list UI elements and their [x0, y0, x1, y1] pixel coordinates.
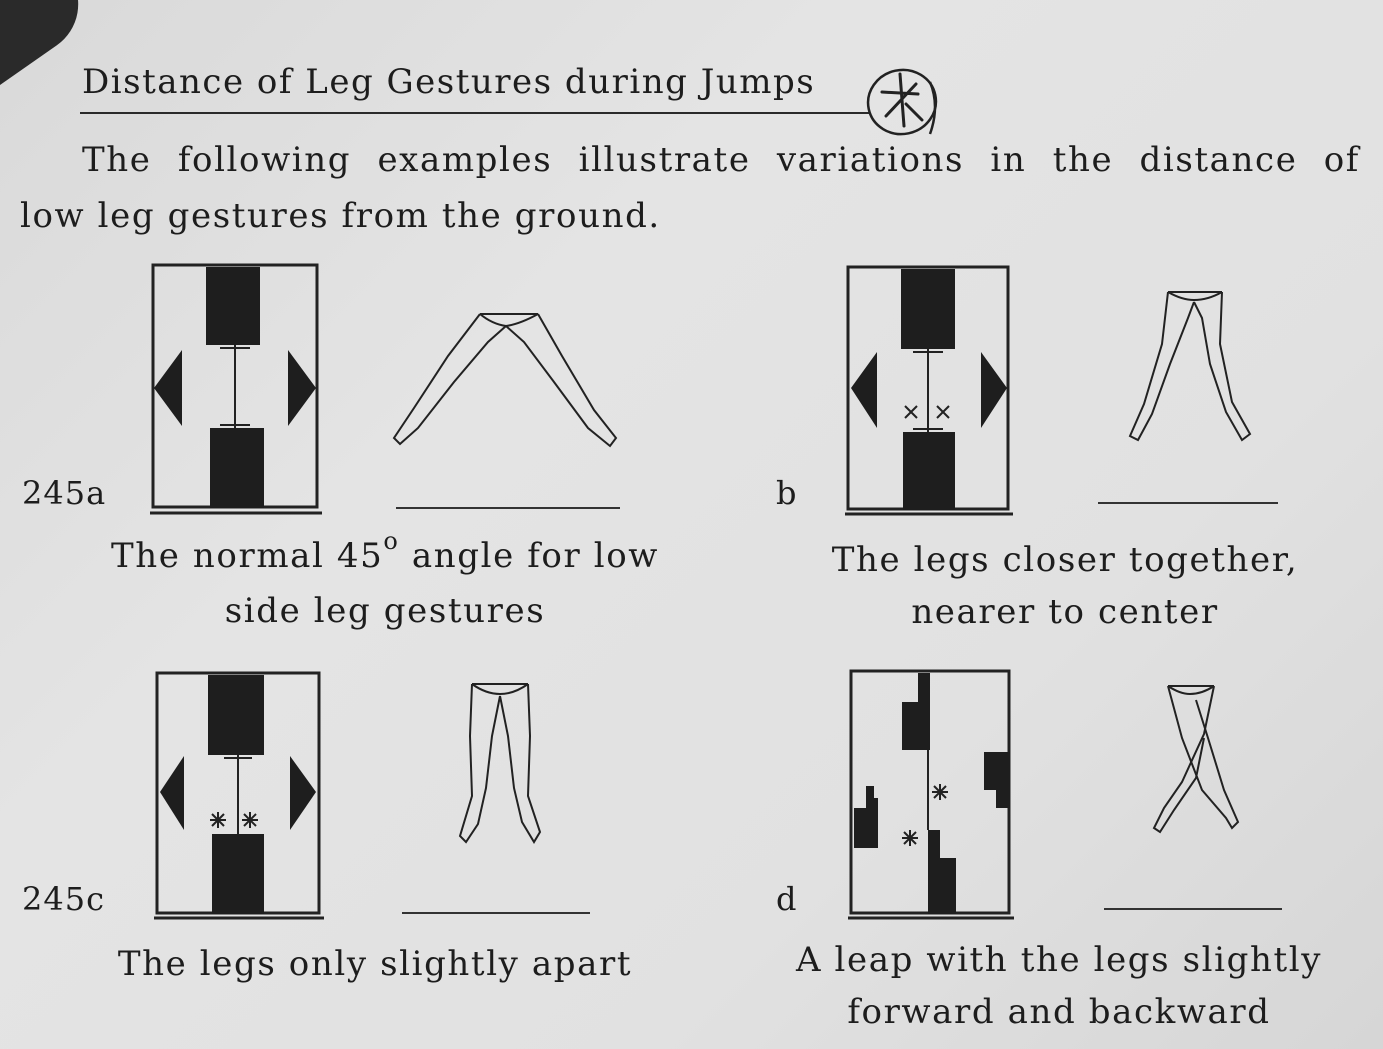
caption-245a-line2: side leg gestures	[224, 591, 546, 631]
legs-figure-245d	[1142, 678, 1246, 836]
staff-245c	[154, 670, 324, 922]
handwritten-star-mark-icon	[864, 66, 944, 140]
caption-245c-line1: The legs only slightly apart	[117, 944, 633, 984]
example-label-245a: 245a	[22, 474, 107, 512]
caption-245a-part2: angle for low	[399, 536, 659, 576]
example-label-245c: 245c	[22, 880, 105, 918]
caption-245d-line2: forward and backward	[847, 992, 1271, 1032]
legs-figure-245a	[388, 300, 624, 452]
legs-figure-245b	[1122, 284, 1258, 448]
staff-245a	[150, 262, 322, 516]
caption-245a-degree: o	[383, 527, 400, 555]
answer-line-245c	[402, 912, 590, 914]
page-title: Distance of Leg Gestures during Jumps	[82, 62, 816, 102]
answer-line-245a	[396, 507, 620, 509]
caption-245b-line1: The legs closer together,	[831, 540, 1299, 580]
legs-figure-245c	[452, 676, 552, 850]
example-label-245b: b	[776, 474, 798, 512]
staff-245d	[848, 668, 1014, 922]
caption-245d-line1: A leap with the legs slightly	[795, 940, 1323, 980]
caption-245b-line2: nearer to center	[911, 592, 1219, 632]
intro-line-1: The following examples illustrate variations in the distance of	[82, 140, 1360, 180]
answer-line-245b	[1098, 502, 1278, 504]
intro-line-2: low leg gestures from the ground.	[20, 196, 661, 236]
intro-paragraph	[20, 132, 1360, 244]
caption-245a-part1: The normal 45	[111, 536, 384, 576]
staff-245b	[845, 264, 1013, 518]
answer-line-245d	[1104, 908, 1282, 910]
caption-245d	[774, 934, 1344, 1038]
caption-245a	[80, 527, 690, 637]
example-label-245d: d	[776, 880, 798, 918]
caption-245b	[790, 534, 1340, 638]
title-underline	[80, 112, 870, 114]
caption-245c	[80, 938, 670, 990]
